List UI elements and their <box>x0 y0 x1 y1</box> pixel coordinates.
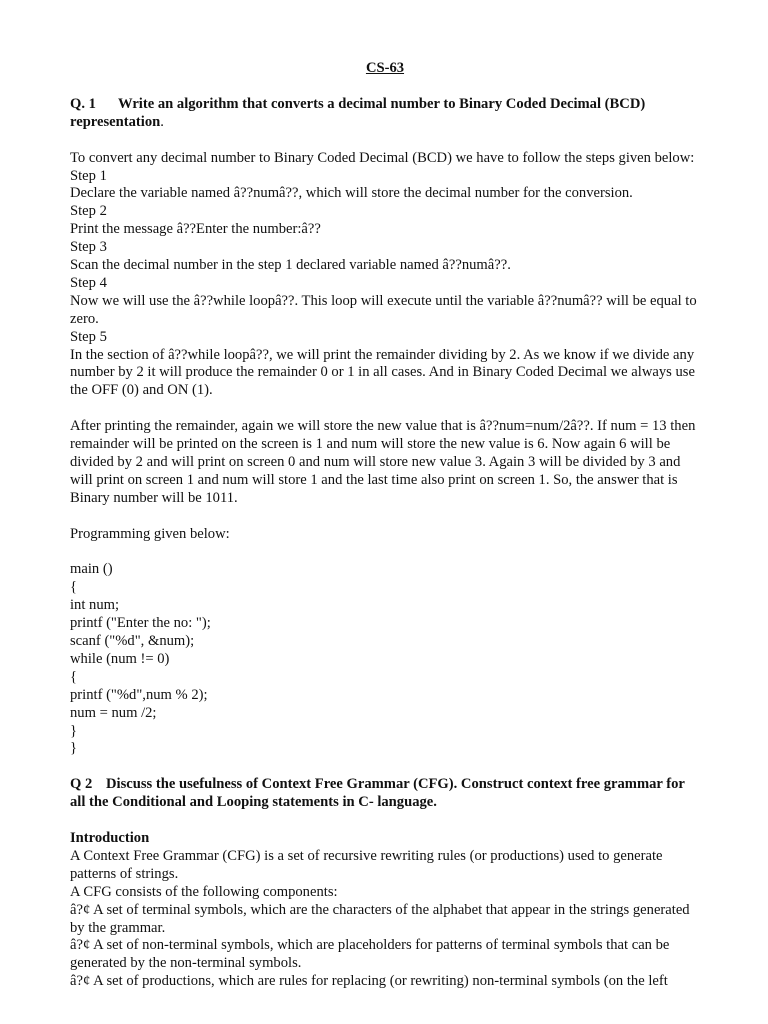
code-line: scanf ("%d", &num); <box>70 633 195 650</box>
code-line: printf ("%d",num % 2); <box>70 686 208 703</box>
step-5-text: In the section of â??while loopâ??, we will print the remainder dividing by 2. As we know if we divide any number by 2 it will produce the remainder 0 or 1 in all cases. And in Binary Coded Decimal we always use the OFF (0) and ON (1). <box>70 346 695 399</box>
q1-explanation: After printing the remainder, again we will store the new value that is â??num=num/2â??. If num = 13 then remainder will be printed on the screen is 1 and num will store the new value is 6. Now again 6 will be divided by 2 and will print on screen 0 and num will store new value 3. Again 3 will be divided by 3 and will print on screen 1 and num will store 1 and the last time also print on screen 1. So, the answer that is Binary number will be 1011. <box>70 418 696 506</box>
step-2-text: Print the message â??Enter the number:â?? <box>70 221 321 238</box>
cfg-components-intro: A CFG consists of the following components: <box>70 883 338 900</box>
question-2-heading <box>70 776 700 812</box>
q1-intro: To convert any decimal number to Binary Coded Decimal (BCD) we have to follow the steps given below: <box>70 149 695 166</box>
code-line: { <box>70 579 78 596</box>
code-block <box>70 561 700 758</box>
question-2-number: Q 2 <box>70 776 93 793</box>
cfg-bullet: â?¢ A set of non-terminal symbols, which are placeholders for patterns of terminal symbols that can be generated by the non-terminal symbols. <box>70 937 670 972</box>
code-line: } <box>70 722 78 739</box>
step-4-label: Step 4 <box>70 274 107 291</box>
step-3-text: Scan the decimal number in the step 1 declared variable named â??numâ??. <box>70 257 511 274</box>
code-line: int num; <box>70 597 120 614</box>
step-5-label: Step 5 <box>70 328 107 345</box>
code-line: } <box>70 740 78 757</box>
question-2-title: Discuss the usefulness of Context Free Grammar (CFG). Construct context free grammar for all the Conditional and Looping statements in C- language. <box>70 776 685 811</box>
code-line: num = num /2; <box>70 704 157 721</box>
cfg-bullet: â?¢ A set of terminal symbols, which are the characters of the alphabet that appear in the strings generated by the grammar. <box>70 901 690 936</box>
cfg-bullet: â?¢ A set of productions, which are rules for replacing (or rewriting) non-terminal symbols (on the left <box>70 973 668 990</box>
question-1-title: Write an algorithm that converts a decimal number to Binary Coded Decimal (BCD) representation <box>70 95 646 130</box>
programming-label: Programming given below: <box>70 525 230 542</box>
document-title: CS-63 <box>365 60 405 76</box>
code-line: printf ("Enter the no: "); <box>70 615 211 632</box>
question-1-title-end: . <box>160 113 164 130</box>
introduction-heading: Introduction <box>70 829 150 846</box>
step-2-label: Step 2 <box>70 203 107 220</box>
question-1-number: Q. 1 <box>70 95 96 112</box>
code-line: while (num != 0) <box>70 650 170 667</box>
question-1-heading <box>70 96 700 132</box>
cfg-definition: A Context Free Grammar (CFG) is a set of recursive rewriting rules (or productions) used to generate patterns of strings. <box>70 847 663 882</box>
step-3-label: Step 3 <box>70 239 107 256</box>
code-line: main () <box>70 561 113 578</box>
step-1-label: Step 1 <box>70 167 107 184</box>
step-4-text: Now we will use the â??while loopâ??. This loop will execute until the variable â??numâ?? will be equal to zero. <box>70 292 697 327</box>
document-page <box>70 60 700 991</box>
step-1-text: Declare the variable named â??numâ??, which will store the decimal number for the conversion. <box>70 185 633 202</box>
code-line: { <box>70 668 78 685</box>
